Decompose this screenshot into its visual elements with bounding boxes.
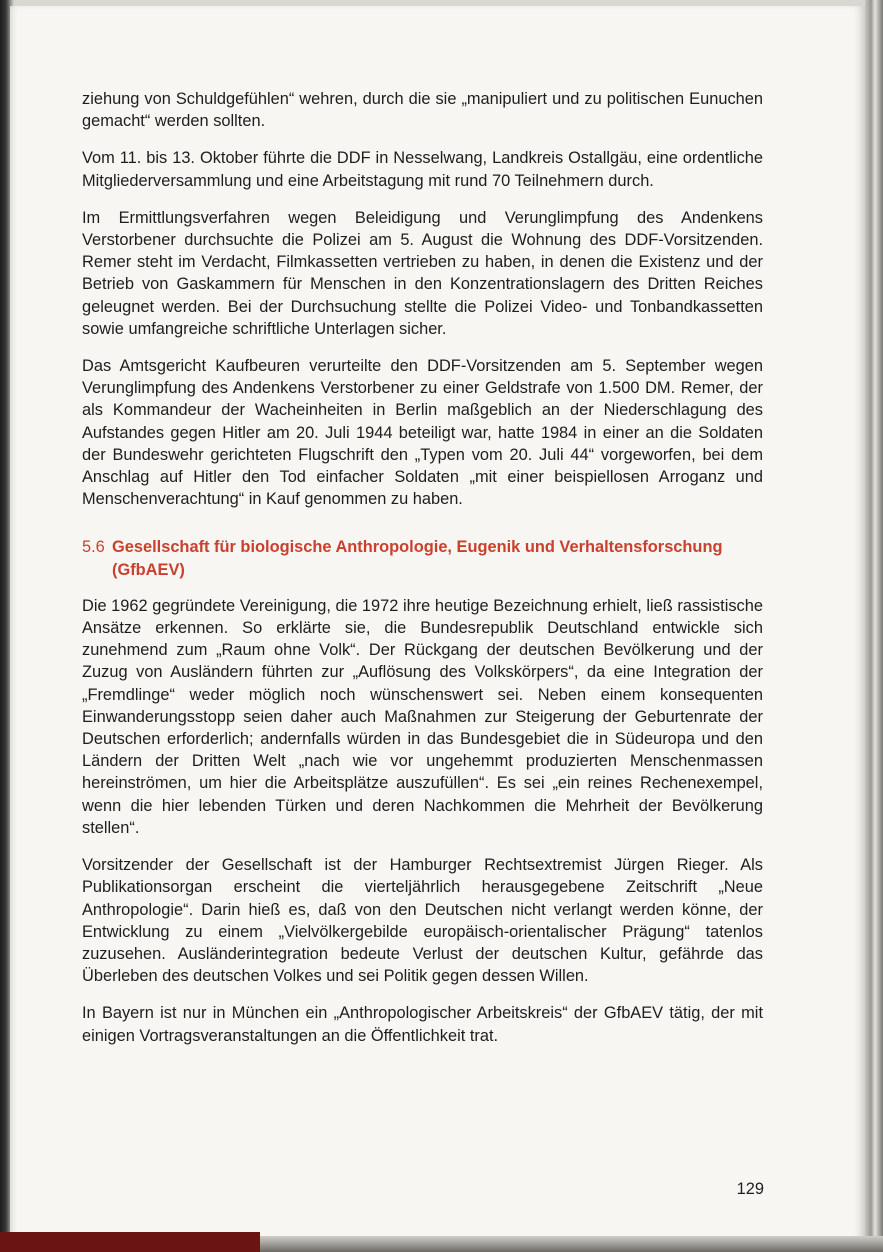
- scan-edge-mark: [0, 1232, 260, 1252]
- paragraph-3: Im Ermittlungsverfahren wegen Beleidigung und Verunglimpfung des Andenkens Verstorbener durchsuchte die Polizei am 5. August die Wohnung des DDF-Vorsitzenden. Remer steht im Verdacht, Filmkassetten vertrieben zu haben, in denen die Existenz und der Betrieb von Gaskammern für Menschen in den Konzentrationslagern des Dritten Reiches geleugnet werden. Bei der Durchsuchung stellte die Polizei Video- und Tonbandkassetten sowie umfangreiche schriftliche Unterlagen sicher.: [82, 208, 763, 338]
- page-body: [82, 88, 763, 1062]
- page-number: 129: [736, 1180, 764, 1198]
- paragraph-7: In Bayern ist nur in München ein „Anthropologischer Arbeitskreis“ der GfbAEV tätig, der mit einigen Vortragsveranstaltungen an die Öffentlichkeit trat.: [82, 1004, 763, 1045]
- section-number: 5.6: [82, 538, 105, 557]
- section-heading: [82, 536, 763, 580]
- paragraph-4: Das Amtsgericht Kaufbeuren verurteilte den DDF-Vorsitzenden am 5. September wegen Verunglimpfung des Andenkens Verstorbener zu einer Geldstrafe von 1.500 DM. Remer, der als Kommandeur der Wacheinheiten in Berlin maßgeblich an der Niederschlagung des Aufstandes gegen Hitler am 20. Juli 1944 beteiligt war, hatte 1984 in einer an die Soldaten der Bundeswehr gerichteten Flugschrift den „Typen vom 20. Juli 44“ vorgeworfen, bei dem Anschlag auf Hitler den Tod einfacher Soldaten „mit einer beispiellosen Arroganz und Menschenverachtung“ in Kauf genommen zu haben.: [82, 357, 763, 509]
- paragraph-1: ziehung von Schuldgefühlen“ wehren, durch die sie „manipuliert und zu politischen Eunuchen gemacht“ werden sollten.: [82, 90, 763, 131]
- paragraph-2: Vom 11. bis 13. Oktober führte die DDF in Nesselwang, Landkreis Ostallgäu, eine ordentliche Mitgliederversammlung und eine Arbeitstagung mit rund 70 Teilnehmern durch.: [82, 149, 763, 190]
- section-title: Gesellschaft für biologische Anthropologie, Eugenik und Verhaltensforschung (GfbAEV): [112, 538, 723, 579]
- paragraph-6: Vorsitzender der Gesellschaft ist der Hamburger Rechtsextremist Jürgen Rieger. Als Publikationsorgan erscheint die vierteljährlich herausgegebene Zeitschrift „Neue Anthropologie“. Darin hieß es, daß von den Deutschen nicht verlangt werden könne, der Entwicklung zu einem „Vielvölkergebilde europäisch-orientalischer Prägung“ tatenlos zuzusehen. Ausländerintegration bedeute Verlust der deutschen Kultur, gefährde das Überleben des deutschen Volkes und sei Politik gegen dessen Willen.: [82, 856, 763, 986]
- paragraph-5: Die 1962 gegründete Vereinigung, die 1972 ihre heutige Bezeichnung erhielt, ließ rassistische Ansätze erkennen. So erklärte sie, die Bundesrepublik Deutschland entwickle sich zunehmend zum „Raum ohne Volk“. Der Rückgang der deutschen Bevölkerung und der Zuzug von Ausländern führten zur „Auflösung des Volkskörpers“, da eine Integration der „Fremdlinge“ weder möglich noch wünschenswert sei. Neben einem konsequenten Einwanderungsstopp seien daher auch Maßnahmen zur Steigerung der Geburtenrate der Deutschen erforderlich; andernfalls würden in das Bundesgebiet die in Südeuropa und den Ländern der Dritten Welt „nach wie vor ungehemmt produzierten Menschenmassen hereinströmen, um hier die Arbeitsplätze auszufüllen“. Es sei „ein reines Rechenexempel, wenn die hier lebenden Türken und deren Nachkommen die Mehrheit der Bevölkerung stellen“.: [82, 596, 763, 837]
- book-binding-edge: [865, 0, 883, 1252]
